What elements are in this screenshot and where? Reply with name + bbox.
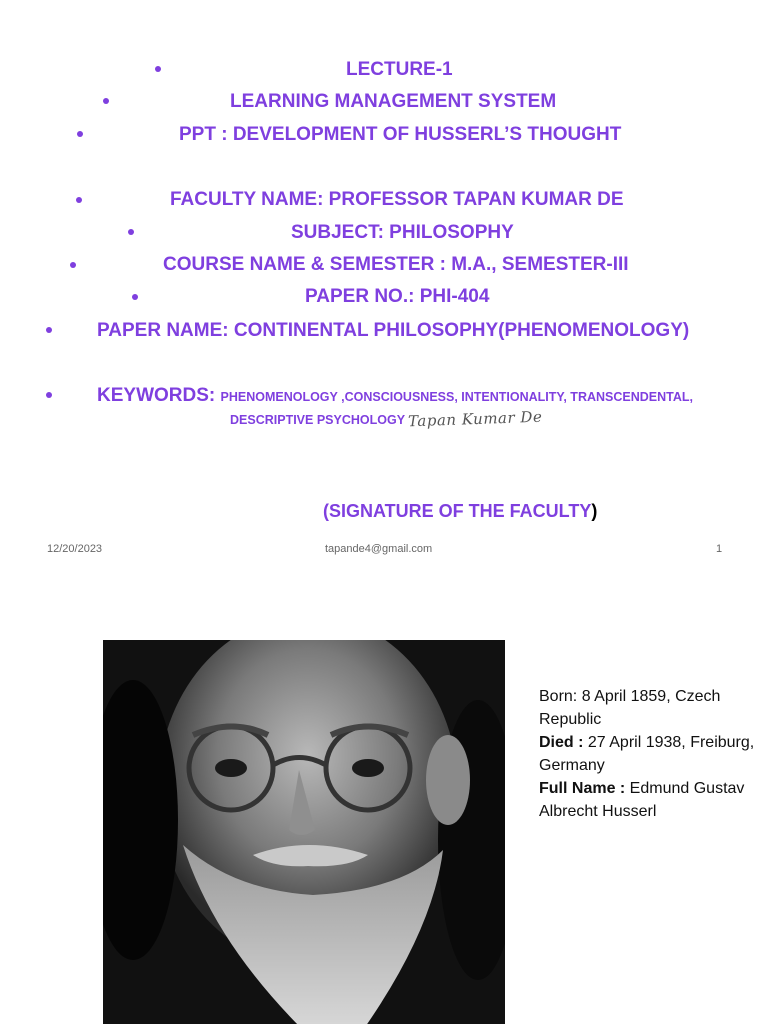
husserl-portrait [103, 640, 505, 1024]
died-label: Died : [539, 734, 584, 751]
full-name-line [539, 777, 759, 823]
signature-caption-text: (SIGNATURE OF THE FACULTY [323, 501, 592, 521]
bullet [77, 131, 83, 137]
died-value: 27 April 1938, Freiburg, Germany [539, 734, 755, 774]
keywords-text: PHENOMENOLOGY ,CONSCIOUSNESS, INTENTIONALITY, TRANSCENDENTAL, [220, 390, 693, 404]
signature-caption-close: ) [591, 501, 598, 521]
full-name-value: Edmund Gustav Albrecht Husserl [539, 780, 745, 820]
paper-no-line: PAPER NO.: PHI-404 [305, 286, 490, 307]
lecture-title: LECTURE-1 [346, 59, 453, 80]
bullet [103, 98, 109, 104]
bullet [70, 262, 76, 268]
born-line: Born: 8 April 1859, Czech Republic [539, 688, 721, 728]
footer-email: tapande4@gmail.com [325, 543, 433, 555]
keywords-label: KEYWORDS: [97, 385, 221, 406]
portrait-illustration [103, 640, 505, 1024]
keywords-line [97, 385, 693, 408]
faculty-signature: Tapan Kumar De [407, 407, 543, 431]
slide-2 [0, 580, 768, 1024]
biography-text [539, 685, 759, 823]
footer-page-number: 1 [716, 543, 723, 555]
bullet [128, 229, 134, 235]
signature-caption [323, 500, 597, 522]
bullet [46, 327, 52, 333]
bullet [155, 66, 161, 72]
ppt-line: PPT : DEVELOPMENT OF HUSSERL’S THOUGHT [179, 124, 622, 145]
footer-date: 12/20/2023 [47, 543, 103, 555]
course-line: COURSE NAME & SEMESTER : M.A., SEMESTER-III [163, 254, 629, 275]
bullet [76, 197, 82, 203]
bullet [132, 294, 138, 300]
bullet [46, 392, 52, 398]
died-line [539, 731, 759, 777]
full-name-label: Full Name : [539, 780, 626, 797]
keywords-text-2: DESCRIPTIVE PSYCHOLOGY [230, 413, 406, 427]
subject-line: SUBJECT: PHILOSOPHY [291, 222, 514, 243]
lms-line: LEARNING MANAGEMENT SYSTEM [230, 91, 557, 112]
faculty-line: FACULTY NAME: PROFESSOR TAPAN KUMAR DE [170, 189, 624, 210]
paper-name-line: PAPER NAME: CONTINENTAL PHILOSOPHY(PHENOMENOLOGY) [97, 320, 690, 341]
